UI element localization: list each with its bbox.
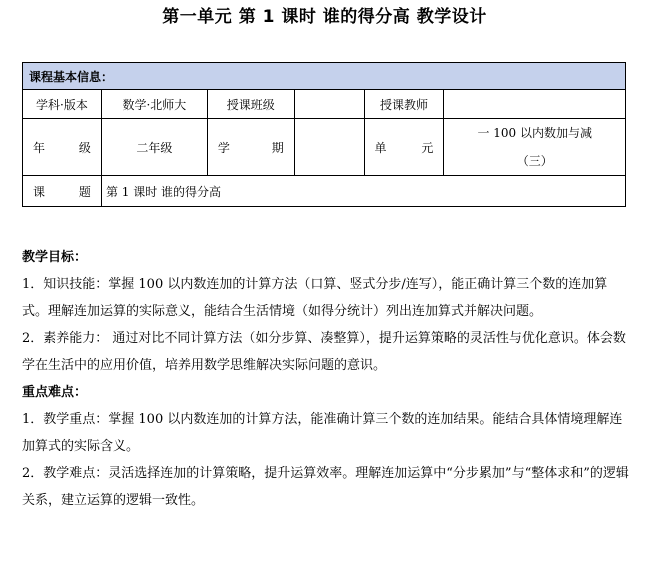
grade-value: 二年级 [101, 119, 207, 176]
key-point-item-1: 1．教学重点：掌握 100 以内数连加的计算方法，能准确计算三个数的连加结果。能结合具体情境理解连加算式的实际含义。 [22, 412, 623, 454]
unit-label-b: 元 [421, 140, 434, 155]
class-label: 授课班级 [207, 90, 294, 119]
unit-label [364, 119, 444, 176]
course-info-table [22, 62, 626, 207]
document-title: 第一单元 第 1 课时 谁的得分高 教学设计 [162, 7, 487, 27]
unit-label-a: 单 [374, 140, 387, 155]
objectives-heading: 教学目标： [22, 250, 88, 265]
class-value [294, 90, 364, 119]
term-label [207, 119, 294, 176]
teacher-label: 授课教师 [364, 90, 444, 119]
objective-item-1: 1．知识技能：掌握 100 以内数连加的计算方法（口算、竖式分步/连写），能正确计算三个数的连加算式。理解连加运算的实际意义，能结合生活情境（如得分统计）列出连加算式并解决问题。 [22, 277, 608, 319]
course-info-header: 课程基本信息： [23, 63, 626, 90]
term-label-b: 期 [271, 140, 284, 155]
grade-label [23, 119, 102, 176]
objective-item-2: 2．素养能力： 通过对比不同计算方法（如分步算、凑整算），提升运算策略的灵活性与优化意识。体会数学在生活中的应用价值，培养用数学思维解决实际问题的意识。 [22, 331, 626, 373]
topic-label-b: 题 [78, 184, 91, 199]
key-point-item-2: 2．教学难点：灵活选择连加的计算策略，提升运算效率。理解连加运算中“分步累加”与“整体求和”的逻辑关系，建立运算的逻辑一致性。 [22, 466, 629, 508]
unit-value [444, 119, 626, 176]
lesson-content [22, 244, 632, 514]
topic-label-a: 课 [33, 184, 46, 199]
grade-label-a: 年 [33, 140, 46, 155]
key-points-heading: 重点难点： [22, 385, 88, 400]
term-label-a: 学 [217, 140, 230, 155]
term-value [294, 119, 364, 176]
unit-value-line1: 一 100 以内数加与减 [477, 126, 592, 140]
topic-label [23, 176, 102, 207]
unit-value-line2: （三） [516, 154, 553, 168]
teacher-value [444, 90, 626, 119]
grade-label-b: 级 [78, 140, 91, 155]
topic-value: 第 1 课时 谁的得分高 [101, 176, 625, 207]
subject-value: 数学·北师大 [101, 90, 207, 119]
subject-label: 学科·版本 [23, 90, 102, 119]
